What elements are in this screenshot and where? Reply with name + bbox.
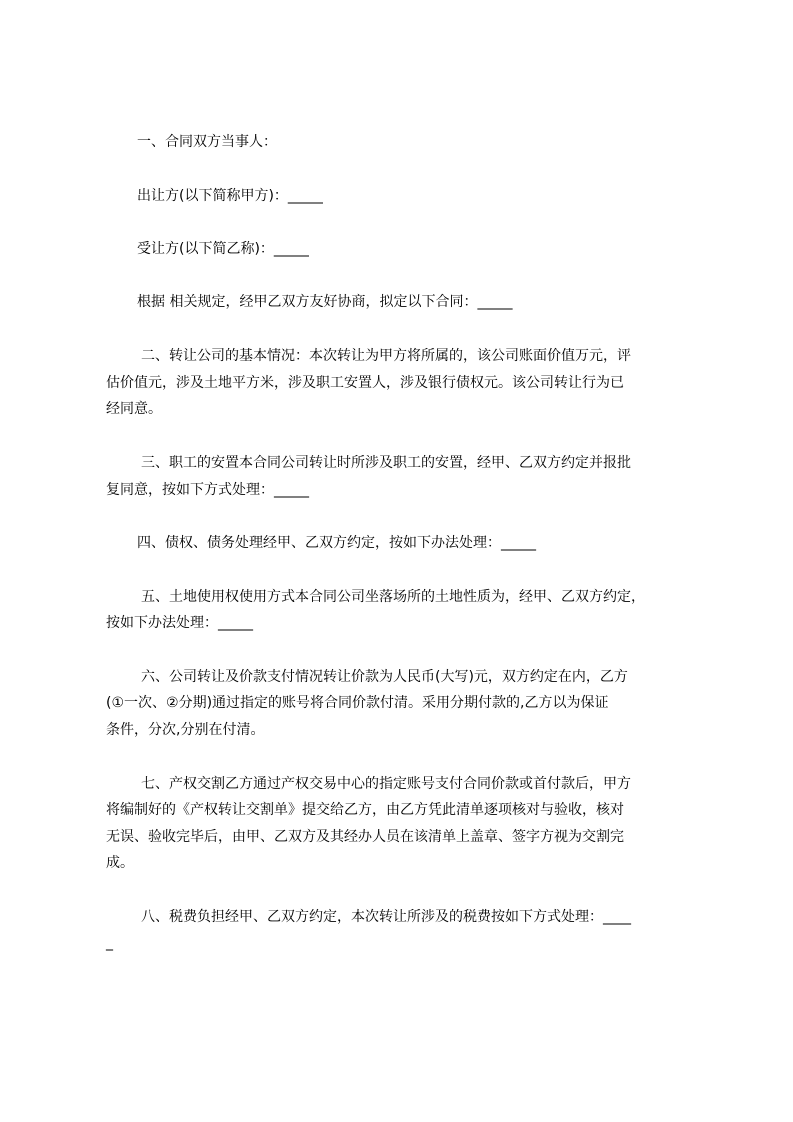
- section-2-line-3: 经同意。: [106, 401, 162, 417]
- section-4-line: 四、债权、债务处理经甲、乙双方约定，按如下办法处理：_____: [137, 535, 536, 551]
- section-6-line-2: (①一次、②分期)通过指定的账号将合同价款付清。采用分期付款的,乙方以为保证: [106, 695, 609, 711]
- basis-line: 根据 相关规定，经甲乙双方友好协商，拟定以下合同：_____: [137, 294, 513, 310]
- section-7-line-2: 将编制好的《产权转让交割单》提交给乙方，由乙方凭此清单逐项核对与验收，核对: [106, 802, 624, 818]
- section-7-line-4: 成。: [106, 855, 134, 871]
- section-6-line-3: 条件，分次,分别在付清。: [106, 722, 265, 738]
- section-8-line-1: 八、税费负担经甲、乙双方约定，本次转让所涉及的税费按如下方式处理：____: [141, 909, 631, 925]
- section-7-line-3: 无误、验收完毕后，由甲、乙双方及其经办人员在该清单上盖章、签字方视为交割完: [106, 829, 624, 845]
- section-1-heading: 一、合同双方当事人：: [137, 134, 277, 150]
- transferor-line: 出让方(以下简称甲方)：_____: [137, 188, 323, 204]
- section-3-line-2: 复同意，按如下方式处理：_____: [106, 482, 309, 498]
- section-2-line-2: 估价值元，涉及土地平方米，涉及职工安置人，涉及银行债权元。该公司转让行为已: [106, 375, 624, 391]
- section-6-line-1: 六、公司转让及价款支付情况转让价款为人民币(大写)元，双方约定在内，乙方: [141, 669, 628, 685]
- section-3-line-1: 三、职工的安置本合同公司转让时所涉及职工的安置，经甲、乙双方约定并报批: [141, 455, 631, 471]
- transferee-line: 受让方(以下简乙称)：_____: [137, 241, 309, 257]
- section-5-line-1: 五、土地使用权使用方式本合同公司坐落场所的土地性质为，经甲、乙双方约定，: [141, 589, 645, 605]
- section-5-line-2: 按如下办法处理：_____: [106, 615, 253, 631]
- section-7-line-1: 七、产权交割乙方通过产权交易中心的指定账号支付合同价款或首付款后，甲方: [141, 776, 631, 792]
- section-8-line-2: _: [106, 935, 113, 951]
- section-2-line-1: 二、转让公司的基本情况：本次转让为甲方将所属的，该公司账面价值万元，评: [141, 348, 631, 364]
